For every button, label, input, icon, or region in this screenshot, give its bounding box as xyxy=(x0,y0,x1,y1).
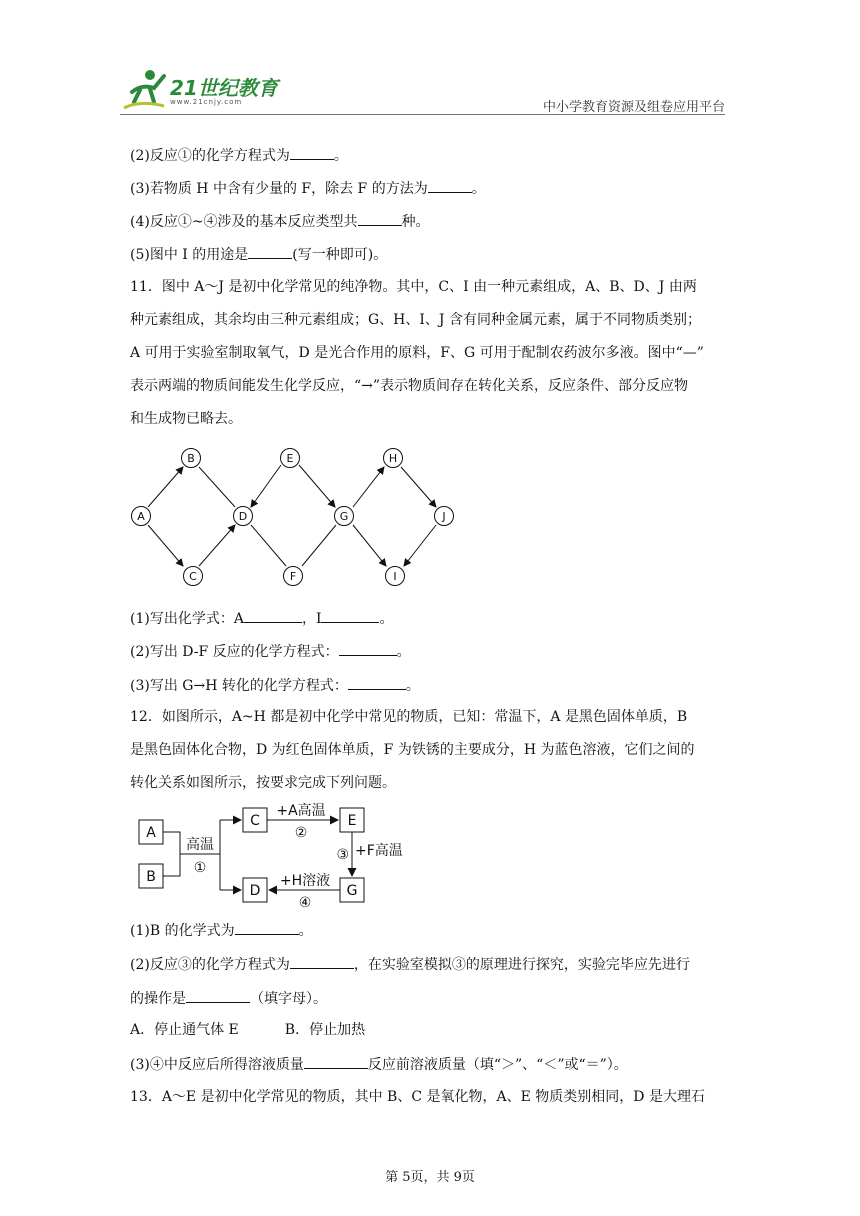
q11-sub1: (1)写出化学式：A ，I 。 xyxy=(130,608,393,628)
node-c: C xyxy=(189,570,197,583)
node-f: F xyxy=(289,570,297,583)
logo-url: www.21cnjy.com xyxy=(170,98,243,106)
q11-text-line: 表示两端的物质间能发生化学反应，“→”表示物质间存在转化关系，反应条件、部分反应物 xyxy=(130,378,689,394)
q11-text-line: A 可用于实验室制取氧气，D 是光合作用的原料，F、G 可用于配制农药波尔多液。图中“—” xyxy=(130,345,704,361)
node-i: I xyxy=(393,570,397,583)
node-g: G xyxy=(339,510,349,523)
edge-b-d xyxy=(199,467,235,507)
q11-sub3: (3)写出 G→H 转化的化学方程式： 。 xyxy=(130,675,420,695)
node-b: B xyxy=(187,452,195,465)
box-a-label: A xyxy=(146,825,156,841)
answer-blank xyxy=(358,211,402,226)
edge-a-c xyxy=(148,525,183,566)
node-e: E xyxy=(286,452,294,465)
q12-text-line: 转化关系如图所示，按要求完成下列问题。 xyxy=(130,775,396,791)
answer-blank xyxy=(304,1054,368,1069)
box-b-label: B xyxy=(146,869,156,885)
answer-blank xyxy=(339,641,397,656)
reaction1-number: ① xyxy=(193,860,207,876)
answer-blank xyxy=(348,675,406,690)
q12-text-line: 12．如图所示，A~H 都是初中化学中常见的物质，已知：常温下，A 是黑色固体单质，B xyxy=(130,709,688,725)
reaction4-number: ④ xyxy=(298,895,312,910)
edge-g-h xyxy=(353,467,384,507)
box-c-label: C xyxy=(250,813,260,829)
reaction3-label: +F高温 xyxy=(355,843,403,859)
edge-f-g xyxy=(302,525,336,566)
q11-text-line: 和生成物已略去。 xyxy=(130,411,242,427)
box-e-label: E xyxy=(347,813,357,829)
edge-g-i xyxy=(353,525,386,566)
q12-sub2-cont: 的操作是 （填字母）。 xyxy=(130,988,327,1008)
q11-text-line: 11．图中 A～J 是初中化学常见的纯净物。其中，C、I 由一种元素组成，A、B、D、J 由两 xyxy=(130,279,697,295)
q13-text-line: 13．A～E 是初中化学常见的物质，其中 B、C 是氧化物，A、E 物质类别相同，D 是大理石 xyxy=(130,1089,705,1105)
node-h: H xyxy=(388,452,398,465)
q12-sub2: (2)反应③的化学方程式为 ，在实验室模拟③的原理进行探究，实验完毕应先进行 xyxy=(130,954,690,974)
node-j: J xyxy=(442,510,446,523)
answer-blank xyxy=(186,988,250,1003)
edge-h-j xyxy=(401,467,436,507)
answer-blank xyxy=(290,145,334,160)
q12-options xyxy=(130,1021,365,1039)
answer-blank xyxy=(321,608,379,623)
q12-sub3: (3)④中反应后所得溶液质量 反应前溶液质量（填“＞”、“＜”或“＝”）。 xyxy=(130,1054,628,1074)
edge-d-f xyxy=(251,525,286,566)
box-g-label: G xyxy=(346,883,358,899)
page-header xyxy=(120,62,725,114)
edge-a-b xyxy=(148,467,183,507)
answer-blank xyxy=(428,178,472,193)
option-a: A．停止通气体 E xyxy=(130,1022,239,1038)
reaction2-label: +A高温 xyxy=(276,803,326,819)
reaction4-label: +H溶液 xyxy=(279,873,331,889)
reaction2-number: ② xyxy=(294,825,308,841)
answer-blank xyxy=(248,244,292,259)
edge-e-g xyxy=(299,465,335,507)
reaction1-label: 高温 xyxy=(186,837,214,853)
q11-relationship-diagram xyxy=(125,445,465,590)
logo xyxy=(120,62,290,112)
edge-j-i xyxy=(404,525,436,566)
node-d: D xyxy=(238,510,248,523)
runner-logo-icon xyxy=(120,62,170,112)
q12-text-line: 是黑色固体化合物，D 为红色固体单质，F 为铁锈的主要成分，H 为蓝色溶液，它们之间的 xyxy=(130,742,695,758)
q12-conversion-diagram xyxy=(135,800,415,910)
q10-sub3: (3)若物质 H 中含有少量的 F，除去 F 的方法为 。 xyxy=(130,178,486,198)
page-number: 第 5页，共 9页 xyxy=(385,1170,475,1185)
logo-text: 21世纪教育 xyxy=(170,76,278,100)
answer-blank xyxy=(244,608,302,623)
edge-c-d xyxy=(199,525,235,566)
answer-blank xyxy=(235,920,299,935)
answer-blank xyxy=(290,954,354,969)
q11-text-line: 种元素组成，其余均由三种元素组成；G、H、I、J 含有同种金属元素，属于不同物质类别； xyxy=(130,312,701,328)
q11-sub2: (2)写出 D-F 反应的化学方程式： 。 xyxy=(130,641,411,661)
node-a: A xyxy=(137,510,145,523)
option-b: B．停止加热 xyxy=(284,1022,366,1038)
q10-sub2: (2)反应①的化学方程式为 。 xyxy=(130,145,348,165)
q10-sub4: (4)反应①~④涉及的基本反应类型共 种。 xyxy=(130,211,430,231)
platform-name: 中小学教育资源及组卷应用平台 xyxy=(542,100,725,115)
q12-sub1: (1)B 的化学式为 。 xyxy=(130,920,313,940)
reaction3-number: ③ xyxy=(336,847,349,863)
edge-e-d xyxy=(251,465,281,507)
box-d-label: D xyxy=(249,883,261,899)
q10-sub5: (5)图中 I 的用途是 (写一种即可)。 xyxy=(130,244,387,264)
header-divider xyxy=(120,114,725,115)
